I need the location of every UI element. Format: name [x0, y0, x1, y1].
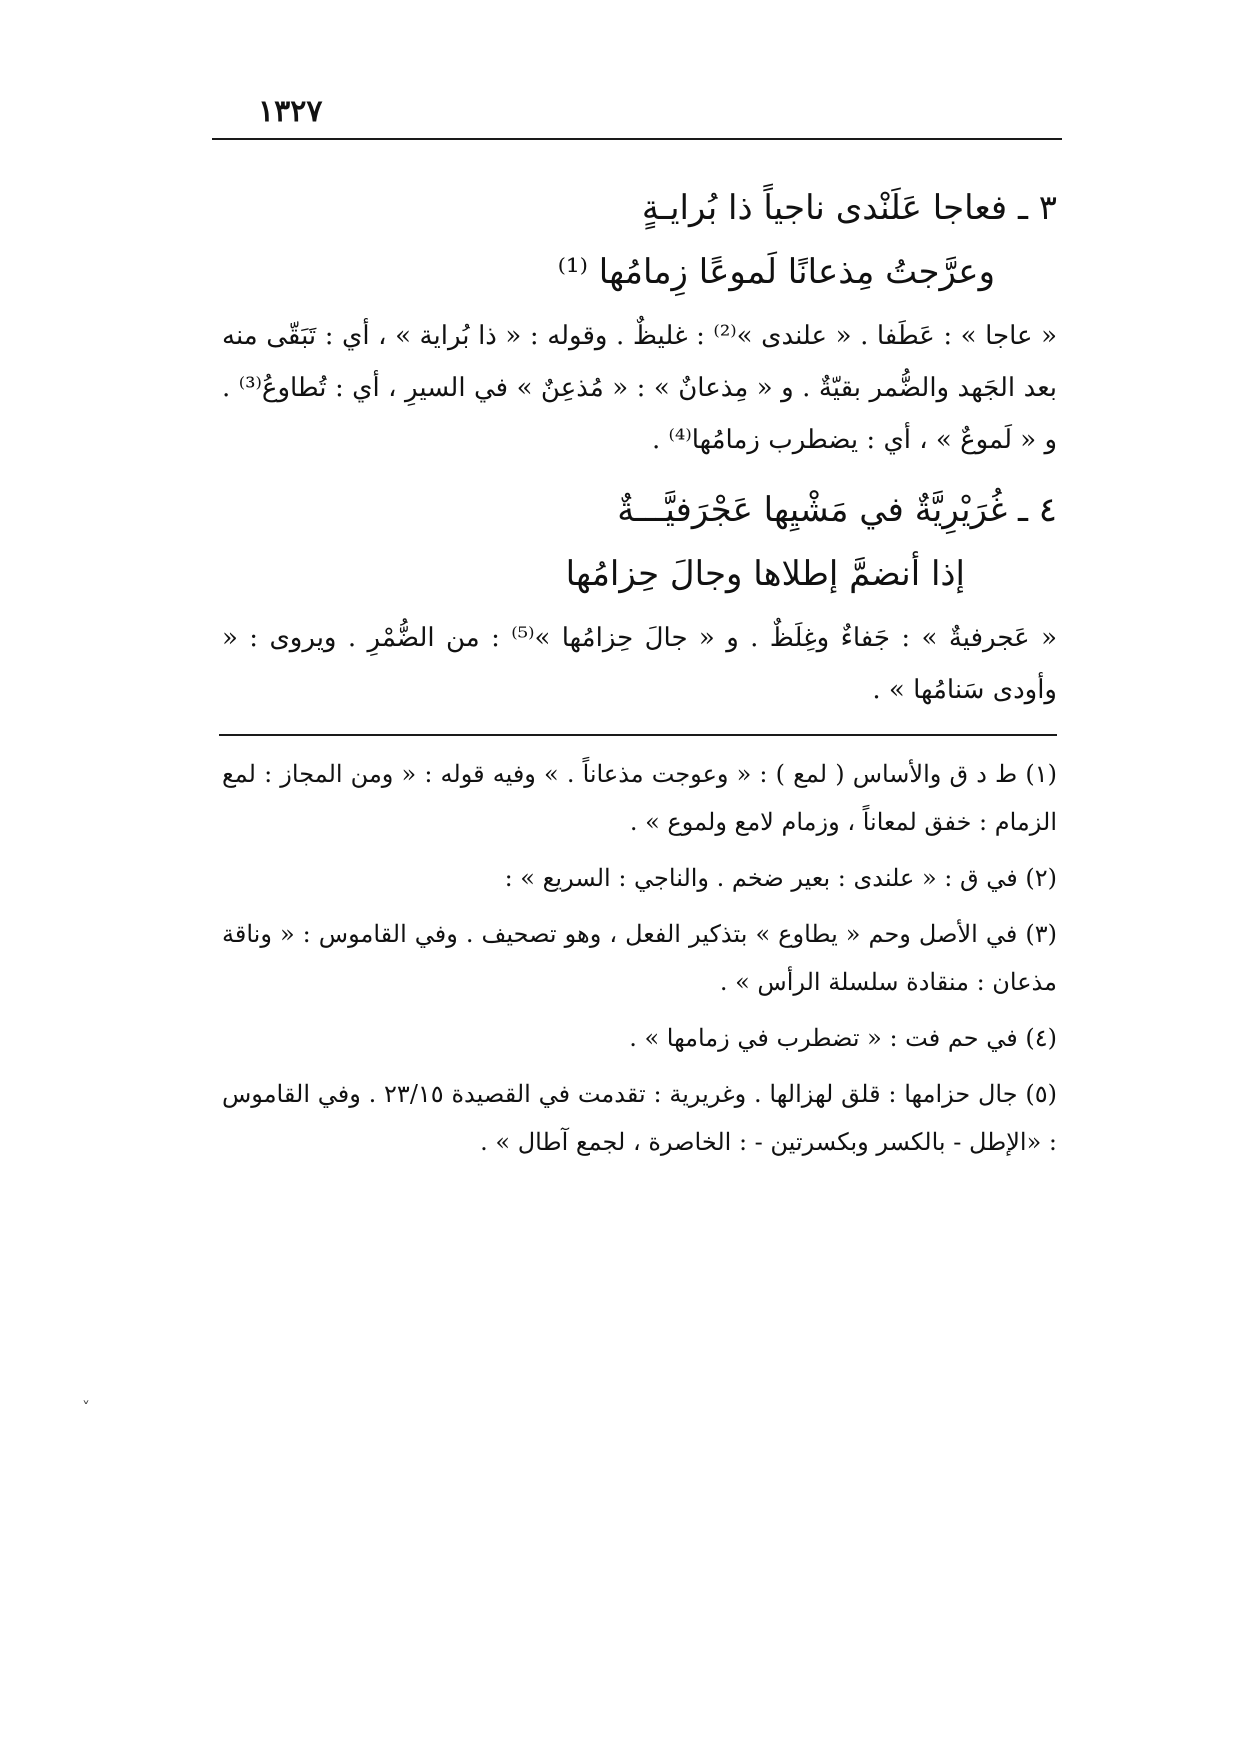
verse-3-second-hemistich: وعرَّجتُ مِذعانًا لَموعًا زِمامُها ⁽¹⁾ — [557, 252, 995, 292]
footnote-4: (٤) في حم فت : « تضطرب في زمامها » . — [629, 1024, 1057, 1052]
footnote-5: (٥) جال حزامها : قلق لهزالها . وغريرية : تقدمت في القصيدة ٢٣/١٥ . وفي القاموس : «الإطل - بالكسر وبكسرتين - : الخاصرة ، لجمع آطال » . — [222, 1080, 1057, 1156]
footnote-2: (٢) في ق : « علندى : بعير ضخم . والناجي : السريع » : — [504, 864, 1057, 892]
footnote-1: (١) ط د ق والأساس ( لمع ) : « وعوجت مذعاناً . » وفيه قوله : « ومن المجاز : لمع الزمام : خفق لمعاناً ، وزمام لامع ولموع » . — [222, 760, 1057, 836]
commentary-verse-3: « عاجا » : عَطَفا . « علندى »⁽²⁾ : غليظٌ . وقوله : « ذا بُراية » ، أي : تَبَقّى منه بعد الجَهد والضُّمر بقيّةٌ . و « مِذعانٌ » : « مُذعِنٌ » في السيرِ ، أي : تُطاوعُ⁽³⁾ . و « لَموعٌ » ، أي : يضطرب زمامُها⁽⁴⁾ . — [222, 321, 1057, 455]
verse-3-first-hemistich: ٣ ـ فعاجا عَلَنْدى ناجياً ذا بُرايـةٍ — [641, 188, 1057, 228]
verse-4-second-hemistich: إذا أنضمَّ إطلاها وجالَ حِزامُها — [565, 554, 965, 594]
footnote-3: (٣) في الأصل وحم « يطاوع » بتذكير الفعل ، وهو تصحيف . وفي القاموس : « وناقة مذعان : منقادة سلسلة الرأس » . — [222, 920, 1057, 996]
commentary-verse-4: « عَجرفيةٌ » : جَفاءٌ وغِلَظٌ . و « جالَ حِزامُها »⁽⁵⁾ : من الضُّمْرِ . ويروى : « وأودى سَنامُها » . — [222, 623, 1057, 705]
header-rule — [212, 138, 1062, 140]
verse-4-first-hemistich: ٤ ـ غُرَيْرِيَّةٌ في مَشْيِها عَجْرَفيَّـــةٌ — [617, 490, 1057, 530]
page-number: ١٣٢٧ — [258, 94, 323, 129]
margin-mark: ˅ — [82, 1398, 90, 1417]
footnote-rule — [219, 734, 1057, 736]
page-content — [222, 176, 1057, 1166]
